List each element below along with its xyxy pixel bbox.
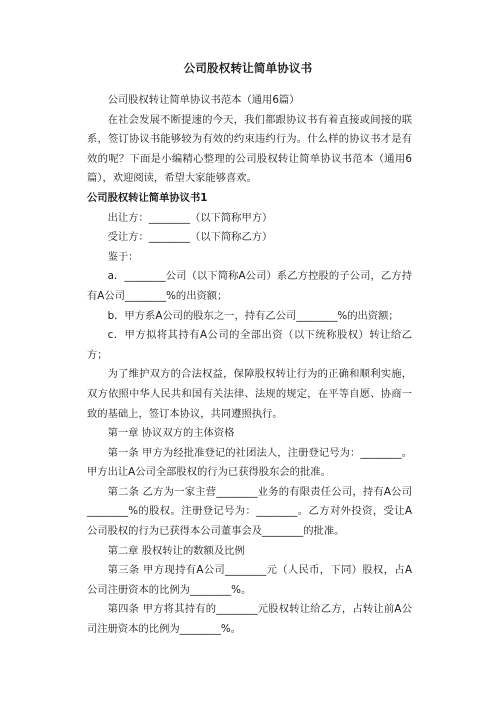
body-paragraph: 在社会发展不断提速的今天，我们都跟协议书有着直接或间接的联系，签订协议书能够较为有效的约束违约行为。什么样的协议书才是有效的呢？下面是小编精心整理的公司股权转让简单协议书范本（通用6篇），欢迎阅读，希望大家能够喜欢。 (87, 113, 412, 185)
body-paragraph: b．甲方系A公司的股东之一，持有乙公司________%的出资额； (107, 309, 399, 322)
document-body (87, 91, 412, 640)
body-paragraph: 为了维护双方的合法权益，保障股权转让行为的正确和顺利实施，双方依照中华人民共和国有关法律、法规的规定，在平等自愿、协商一致的基础上，签订本协议，共同遵照执行。 (87, 368, 412, 420)
body-paragraph: 第二章 股权转让的数额及比例 (107, 544, 245, 557)
section-heading: 公司股权转让简单协议书1 (87, 191, 208, 204)
body-paragraph: 第二条 乙方为一家主营________业务的有限责任公司，持有A公司________%的股权。注册登记号为：________。乙方对外投资，受让A公司股权的行为已获得本公司董事会及________的批准。 (87, 485, 412, 538)
body-paragraph: 第四条 甲方将其持有的________元股权转让给乙方，占转让前A公司注册资本的比例为________%。 (87, 603, 412, 636)
body-paragraph: a．________公司（以下简称A公司）系乙方控股的子公司，乙方持有A公司________%的出资额； (87, 270, 412, 302)
body-paragraph: 第三条 甲方现持有A公司________元（人民币，下同）股权，占A公司注册资本的比例为________%。 (87, 564, 412, 596)
body-paragraph: 第一章 协议双方的主体资格 (107, 427, 235, 440)
body-paragraph: c．甲方拟将其持有A公司的全部出资（以下统称股权）转让给乙方； (87, 329, 412, 361)
body-paragraph: 鉴于： (107, 250, 139, 263)
body-paragraph: 公司股权转让简单协议书范本（通用6篇） (107, 94, 300, 106)
body-paragraph: 第一条 甲方为经批准登记的社团法人，注册登记号为：________。甲方出让A公司全部股权的行为已获得股东会的批准。 (87, 446, 412, 479)
body-paragraph: 出让方：________（以下简称甲方） (107, 211, 273, 224)
document-title: 公司股权转让简单协议书 (183, 61, 313, 75)
body-paragraph: 受让方：________（以下简称乙方） (107, 231, 273, 244)
